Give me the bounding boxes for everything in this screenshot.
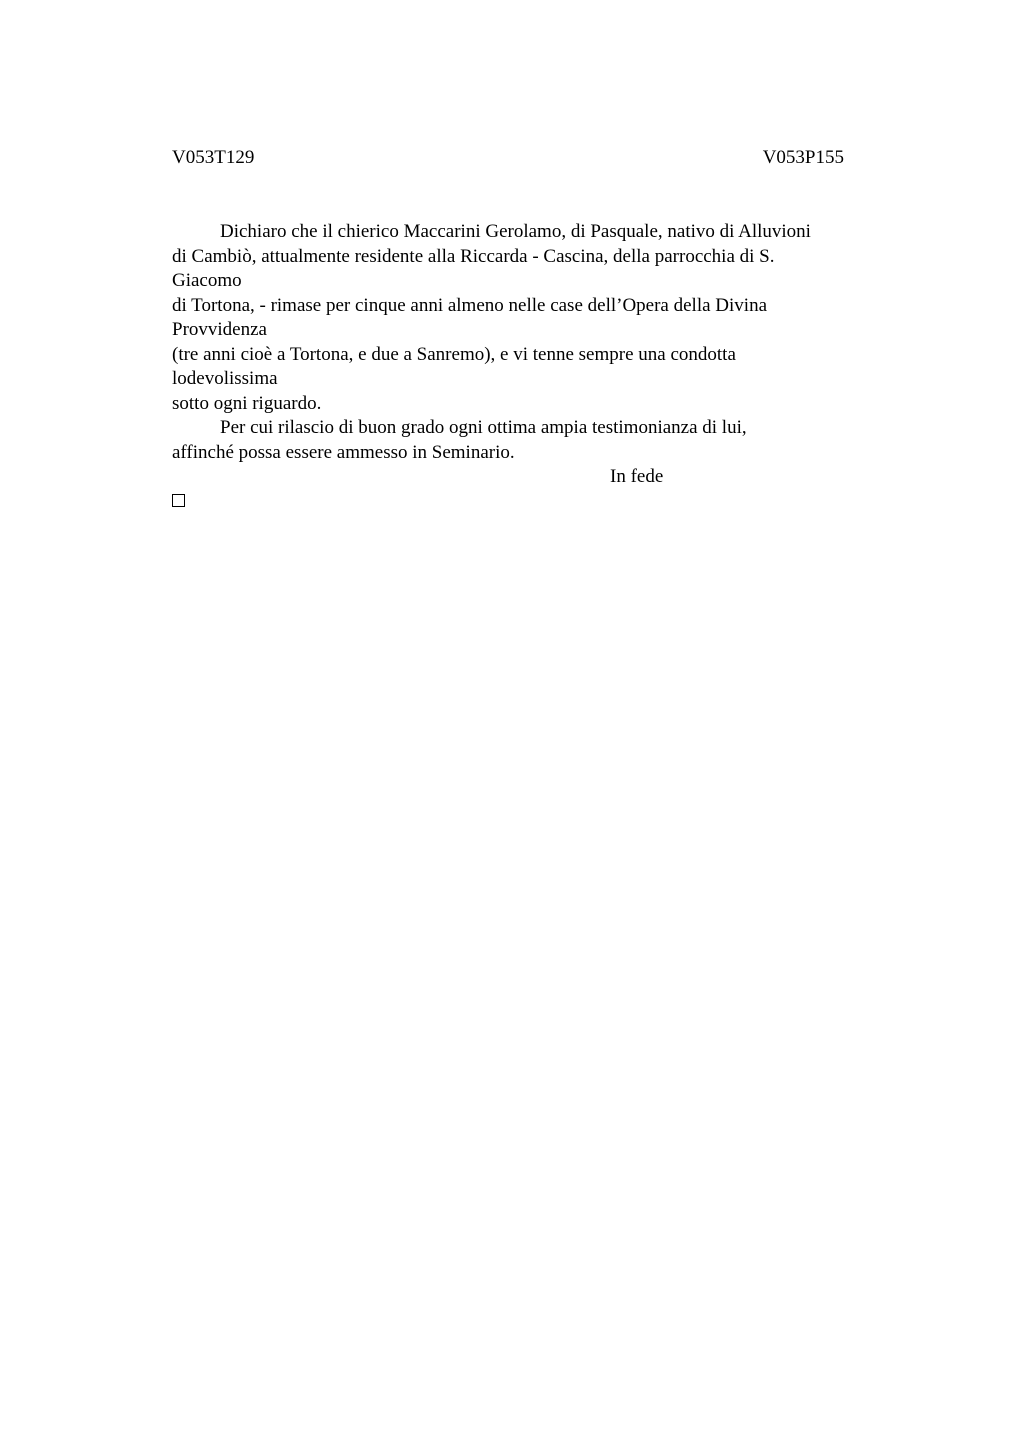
body-line: di Tortona, - rimase per cinque anni almeno nelle case dell’Opera della Divina: [172, 294, 768, 316]
body-line: Provvidenza: [172, 319, 267, 340]
body-line: di Cambiò, attualmente residente alla Riccarda - Cascina, della parrocchia di S.: [172, 245, 775, 267]
body-line: (tre anni cioè a Tortona, e due a Sanremo), e vi tenne sempre una condotta: [172, 343, 736, 365]
body-line: Dichiaro che il chierico Maccarini Gerolamo, di Pasquale, nativo di Alluvioni: [220, 221, 811, 242]
body-line: lodevolissima: [172, 368, 278, 389]
signoff: In fede: [610, 466, 664, 487]
document-code-right: V053P155: [762, 147, 844, 168]
square-box-icon: [172, 494, 185, 507]
document-code-left: V053T129: [172, 147, 255, 168]
letter-body: [172, 220, 872, 507]
body-line: Per cui rilascio di buon grado ogni ottima ampia testimonianza di lui,: [220, 417, 747, 438]
body-line: Giacomo: [172, 270, 242, 291]
body-line: sotto ogni riguardo.: [172, 392, 322, 414]
body-line: affinché possa essere ammesso in Seminario.: [172, 441, 515, 463]
